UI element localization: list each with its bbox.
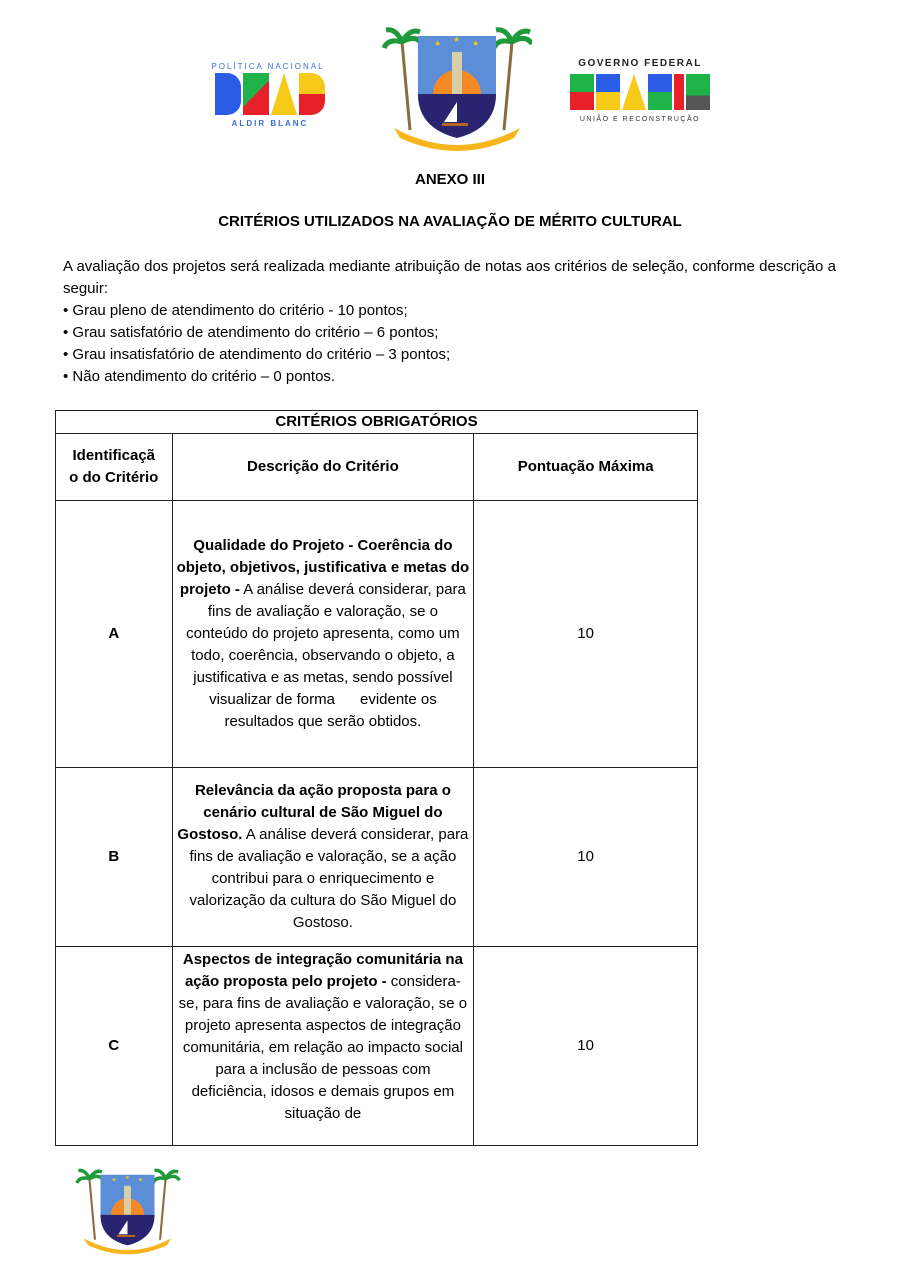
list-item: • Grau insatisfatório de atendimento do critério – 3 pontos;: [63, 346, 451, 363]
svg-text:★: ★: [472, 39, 480, 48]
svg-text:★: ★: [137, 1177, 143, 1184]
criterion-text: considera-se, para fins de avaliação e valoração, se o projeto apresenta aspectos de integração comunitária, em relação ao impacto social para a inclusão de pessoas com deficiência, idosos e demais grupos em situação de: [178, 973, 468, 1122]
governo-federal-logo: [560, 58, 720, 158]
score-scale-list: [63, 300, 450, 388]
criterion-score: 10: [474, 501, 698, 768]
criterion-title: Qualidade do Projeto - Coerência do objeto, objetivos, justificativa e metas do projeto -: [176, 537, 470, 598]
criterion-description: [172, 947, 474, 1146]
governo-federal-text: GOVERNO FEDERAL: [578, 58, 702, 69]
pnab-bottom-text: ALDIR BLANC: [231, 119, 309, 128]
column-header-id: Identificação do Critério: [56, 434, 173, 501]
list-item: • Grau satisfatório de atendimento do critério – 6 pontos;: [63, 324, 439, 341]
criterion-score: 10: [474, 768, 698, 947]
list-item: • Não atendimento do critério – 0 pontos.: [63, 368, 336, 385]
footer-crest-icon: [70, 1165, 185, 1255]
pnab-logo: [180, 48, 360, 148]
svg-text:★: ★: [434, 39, 442, 48]
svg-text:★: ★: [453, 35, 461, 44]
svg-text:★: ★: [124, 1174, 130, 1181]
sao-miguel-crest-icon: [382, 22, 532, 152]
criterion-text: A análise deverá considerar, para fins de avaliação e valoração, se o conteúdo do projeto apresenta, como um todo, coerência, observando o objeto, a justificativa e as metas, sendo possível visualizar de forma evidente os resultados que serão obtidos.: [186, 581, 471, 730]
criterion-title: Relevância da ação proposta para o cenário cultural de São Miguel do Gostoso.: [177, 782, 451, 843]
uniao-reconstrucao-text: UNIÃO E RECONSTRUÇÃO: [579, 116, 701, 123]
document-subtitle: CRITÉRIOS UTILIZADOS NA AVALIAÇÃO DE MÉRITO CULTURAL: [218, 213, 682, 230]
table-row: [56, 947, 698, 1146]
svg-text:★: ★: [111, 1177, 117, 1184]
table-caption: CRITÉRIOS OBRIGATÓRIOS: [56, 411, 698, 434]
table-row: [56, 501, 698, 768]
criterion-score: 10: [474, 947, 698, 1146]
criterion-description: [172, 768, 474, 947]
table-row: [56, 768, 698, 947]
pnab-letters-graphic: [180, 73, 360, 115]
annex-title: ANEXO III: [414, 171, 485, 188]
column-header-description: Descrição do Critério: [172, 434, 474, 501]
pnab-top-text: POLÍTICA NACIONAL: [211, 62, 325, 71]
brasil-letters-graphic: [560, 74, 720, 110]
criteria-table: [55, 410, 698, 1146]
criterion-description: [172, 501, 474, 768]
criterion-text: A análise deverá considerar, para fins de avaliação e valoração, se a ação contribui para o enriquecimento e valorização da cultura do São Miguel do Gostoso.: [189, 826, 469, 931]
criterion-id: A: [56, 501, 173, 768]
criterion-id: C: [56, 947, 173, 1146]
criterion-title: Aspectos de integração comunitária na ação proposta pelo projeto -: [182, 951, 463, 990]
column-header-score: Pontuação Máxima: [474, 434, 698, 501]
intro-paragraph: A avaliação dos projetos será realizada mediante atribuição de notas aos critérios de seleção, conforme descrição a seguir:: [63, 258, 836, 297]
criterion-id: B: [56, 768, 173, 947]
header-logos: [0, 18, 900, 153]
list-item: • Grau pleno de atendimento do critério - 10 pontos;: [63, 302, 408, 319]
